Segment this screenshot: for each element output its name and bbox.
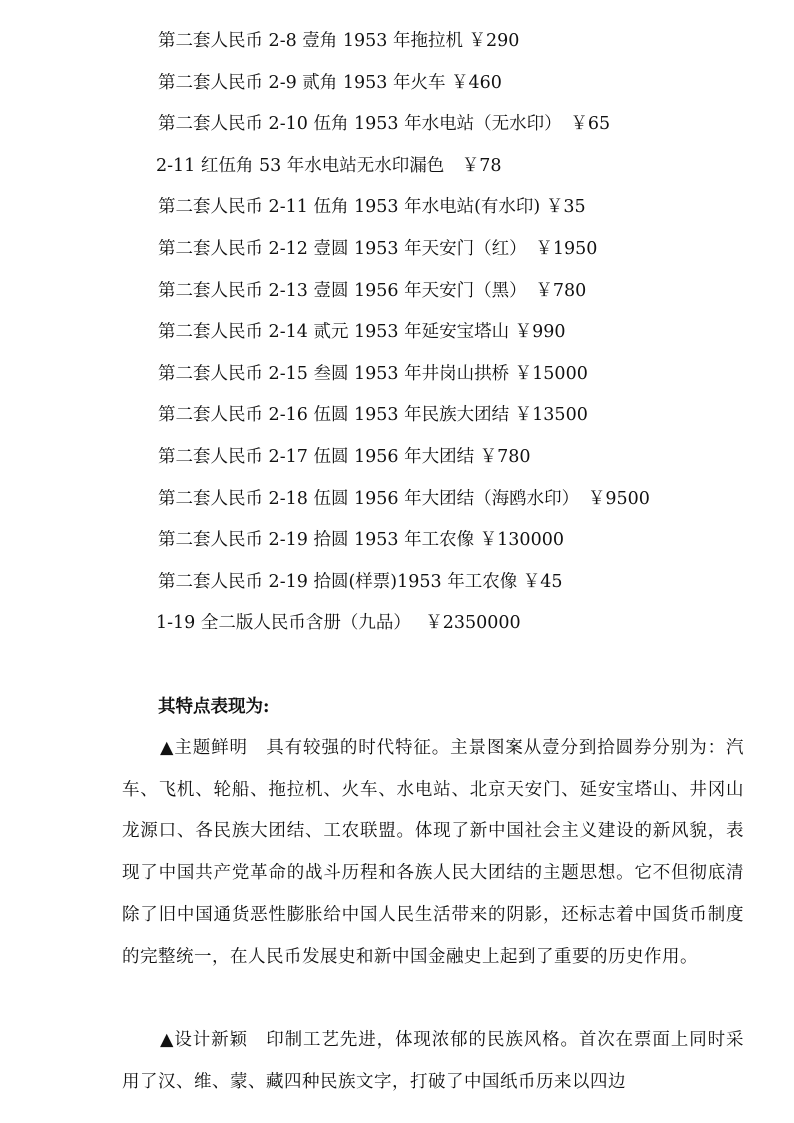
section-heading: 其特点表现为: (158, 697, 270, 717)
price-list-item: 第二套人民币 2-19 拾圆 1953 年工农像 ￥130000 (158, 530, 564, 551)
price-list-item: 第二套人民币 2-10 伍角 1953 年水电站（无水印） ￥65 (158, 114, 611, 135)
price-list-item: 第二套人民币 2-15 叁圆 1953 年井岗山拱桥 ￥15000 (158, 363, 588, 384)
body-paragraph: ▲主题鲜明 具有较强的时代特征。主景图案从壹分到拾圆券分别为：汽车、飞机、轮船、拖拉机、火车、水电站、北京天安门、延安宝塔山、井冈山龙源口、各民族大团结、工农联盟。体现了新中国社会主义建设的新风貌，表现了中国共产党革命的战斗历程和各族人民大团结的主题思想。它不但彻底清除了旧中国通货恶性膨胀给中国人民生活带来的阴影，还标志着中国货币制度的完整统一，在人民币发展史和新中国金融史上起到了重要的历史作用。 (122, 738, 744, 967)
price-list-item: 第二套人民币 2-13 壹圆 1956 年天安门（黑） ￥780 (158, 280, 587, 301)
price-list-item: 2-11 红伍角 53 年水电站无水印漏色 ￥78 (156, 155, 502, 176)
price-list-item: 第二套人民币 2-11 伍角 1953 年水电站(有水印) ￥35 (158, 197, 586, 218)
price-list-item: 第二套人民币 2-16 伍圆 1953 年民族大团结 ￥13500 (158, 405, 588, 426)
price-list-item: 第二套人民币 2-9 贰角 1953 年火车 ￥460 (158, 72, 502, 93)
price-list-item: 第二套人民币 2-8 壹角 1953 年拖拉机 ￥290 (158, 31, 520, 51)
price-list-item: 第二套人民币 2-17 伍圆 1956 年大团结 ￥780 (158, 447, 531, 467)
body-paragraph: ▲设计新颖 印制工艺先进，体现浓郁的民族风格。首次在票面上同时采用了汉、维、蒙、藏四种民族文字，打破了中国纸币历来以四边 (122, 1030, 744, 1092)
price-list-item: 第二套人民币 2-19 拾圆(样票)1953 年工农像 ￥45 (158, 571, 563, 592)
price-list-item: 第二套人民币 2-18 伍圆 1956 年大团结（海鸥水印） ￥9500 (158, 488, 650, 509)
price-list-item: 第二套人民币 2-12 壹圆 1953 年天安门（红） ￥1950 (158, 239, 598, 259)
price-list-item: 1-19 全二版人民币含册（九品） ￥2350000 (156, 613, 521, 634)
price-list-item: 第二套人民币 2-14 贰元 1953 年延安宝塔山 ￥990 (158, 322, 566, 343)
